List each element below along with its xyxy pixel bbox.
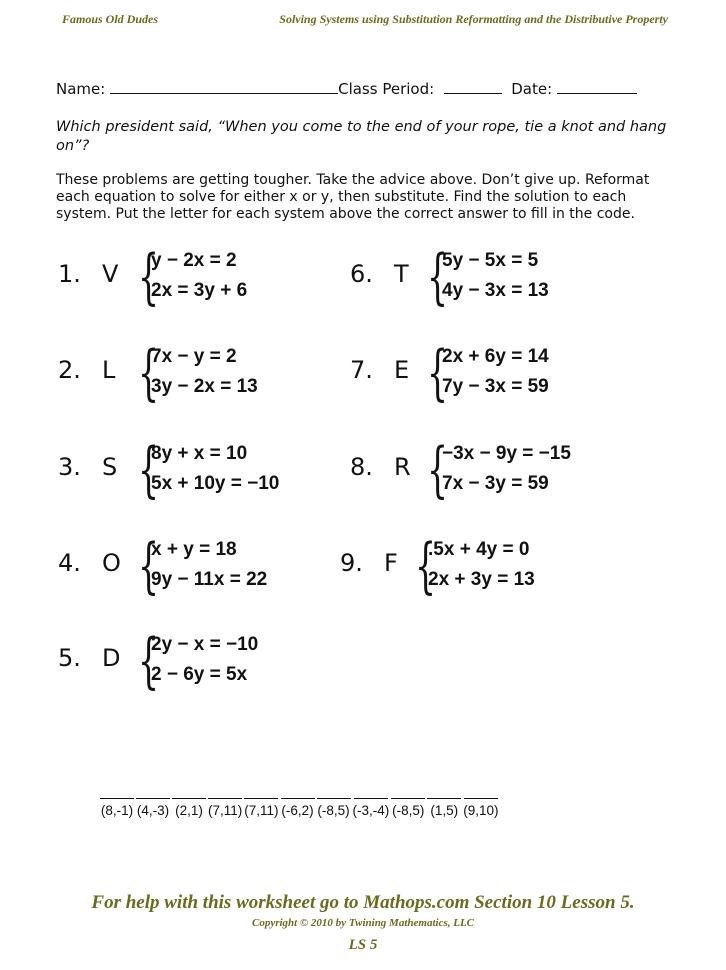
problem-letter: E (394, 356, 410, 384)
name-line (56, 80, 637, 98)
equation-1: .5x + 4y = 0 (428, 539, 530, 560)
problem-7 (350, 338, 650, 408)
equation-2: 9y − 11x = 22 (151, 569, 268, 590)
answer-value: (7,11) (244, 803, 279, 818)
answer-slot[interactable] (317, 788, 351, 818)
answer-code (100, 788, 501, 818)
problem-number: 6. (350, 260, 373, 288)
problem-9 (340, 531, 650, 601)
answer-blank[interactable] (391, 788, 425, 799)
equation-1: 5y − 5x = 5 (442, 250, 539, 271)
answer-blank[interactable] (354, 788, 388, 799)
equation-1: −3x − 9y = −15 (442, 443, 571, 464)
equation-1: y − 2x = 2 (151, 250, 237, 271)
class-period-label: Class Period: (338, 80, 435, 98)
problem-letter: V (102, 260, 119, 288)
answer-blank[interactable] (317, 788, 351, 799)
equation-1: x + y = 18 (151, 539, 237, 560)
answer-blank[interactable] (136, 788, 170, 799)
problem-number: 8. (350, 453, 373, 481)
answer-slot[interactable] (244, 788, 278, 818)
brace-icon: { (138, 338, 160, 408)
answer-slot[interactable] (100, 788, 134, 818)
equation-2: 7x − 3y = 59 (442, 473, 549, 494)
equation-1: 8y + x = 10 (151, 443, 248, 464)
answer-value: (7,11) (208, 803, 243, 818)
answer-slot[interactable] (172, 788, 206, 818)
instructions: These problems are getting tougher. Take the advice above. Don’t give up. Reformat each equation to solve for either x or y, then substitute. Find the solution to each system. Put the letter for each system above the correct answer to fill in the code. (56, 172, 650, 222)
answer-value: (1,5) (430, 803, 459, 818)
problem-letter: R (394, 453, 411, 481)
brace-icon: { (427, 338, 449, 408)
problem-4 (58, 531, 318, 601)
problem-number: 5. (58, 644, 81, 672)
answer-value: (-8,5) (392, 803, 425, 818)
problem-number: 3. (58, 453, 81, 481)
equation-1: 2y − x = −10 (151, 634, 259, 655)
answer-slot[interactable] (208, 788, 242, 818)
name-blank (110, 81, 338, 94)
problem-letter: D (102, 644, 121, 672)
class-period-blank (444, 81, 502, 94)
question: Which president said, “When you come to the end of your rope, tie a knot and hang on”? (56, 119, 667, 154)
answer-value: (2,1) (175, 803, 203, 818)
problem-6 (350, 242, 650, 312)
header-right: Solving Systems using Substitution Reformatting and the Distributive Property (279, 12, 668, 26)
footer-code: LS 5 (348, 937, 378, 953)
brace-icon: { (427, 242, 449, 312)
answer-blank[interactable] (172, 788, 206, 799)
problem-letter: L (102, 356, 116, 384)
answer-blank[interactable] (208, 788, 242, 799)
problem-1 (58, 242, 318, 312)
problem-number: 1. (58, 260, 81, 288)
equation-2: 2x + 3y = 13 (428, 569, 535, 590)
header-left: Famous Old Dudes (62, 12, 159, 26)
problem-letter: F (384, 549, 398, 577)
name-label: Name: (56, 80, 106, 98)
answer-value: (-8,5) (317, 803, 350, 818)
problem-8 (350, 435, 650, 505)
answer-slot[interactable] (281, 788, 315, 818)
footer-help: For help with this worksheet go to Mathops.com Section 10 Lesson 5. (91, 892, 635, 913)
answer-value: (-3,-4) (352, 803, 390, 818)
answer-slot[interactable] (463, 788, 498, 818)
problem-number: 7. (350, 356, 373, 384)
equation-2: 5x + 10y = −10 (151, 473, 280, 494)
problem-letter: S (102, 453, 118, 481)
equation-2: 3y − 2x = 13 (151, 376, 258, 397)
equation-2: 4y − 3x = 13 (442, 280, 549, 301)
answer-value: (4,-3) (136, 803, 170, 818)
answer-blank[interactable] (244, 788, 278, 799)
brace-icon: { (138, 626, 160, 696)
answer-value: (-6,2) (281, 803, 314, 818)
brace-icon: { (415, 531, 437, 601)
answer-slot[interactable] (427, 788, 461, 818)
problem-2 (58, 338, 318, 408)
footer-copyright: Copyright © 2010 by Twining Mathematics, LLC (251, 917, 475, 929)
problem-number: 4. (58, 549, 81, 577)
problem-number: 2. (58, 356, 81, 384)
answer-blank[interactable] (281, 788, 315, 799)
problem-number: 9. (340, 549, 363, 577)
answer-slot[interactable] (391, 788, 425, 818)
date-blank (557, 81, 637, 94)
problem-3 (58, 435, 318, 505)
answer-blank[interactable] (464, 788, 498, 799)
date-label: Date: (511, 80, 553, 98)
answer-slot[interactable] (353, 788, 390, 818)
answer-value: (9,10) (463, 803, 499, 818)
equation-2: 2 − 6y = 5x (151, 664, 248, 685)
brace-icon: { (138, 435, 160, 505)
equation-2: 2x = 3y + 6 (151, 280, 248, 301)
problem-5 (58, 626, 318, 696)
brace-icon: { (427, 435, 449, 505)
brace-icon: { (138, 242, 160, 312)
answer-blank[interactable] (100, 788, 134, 799)
brace-icon: { (138, 531, 160, 601)
equation-1: 7x − y = 2 (151, 346, 237, 367)
answer-slot[interactable] (136, 788, 170, 818)
answer-blank[interactable] (427, 788, 461, 799)
answer-value: (8,-1) (100, 803, 134, 818)
equation-1: 2x + 6y = 14 (442, 346, 549, 367)
equation-2: 7y − 3x = 59 (442, 376, 549, 397)
problem-letter: O (102, 549, 121, 577)
problem-letter: T (394, 260, 409, 288)
